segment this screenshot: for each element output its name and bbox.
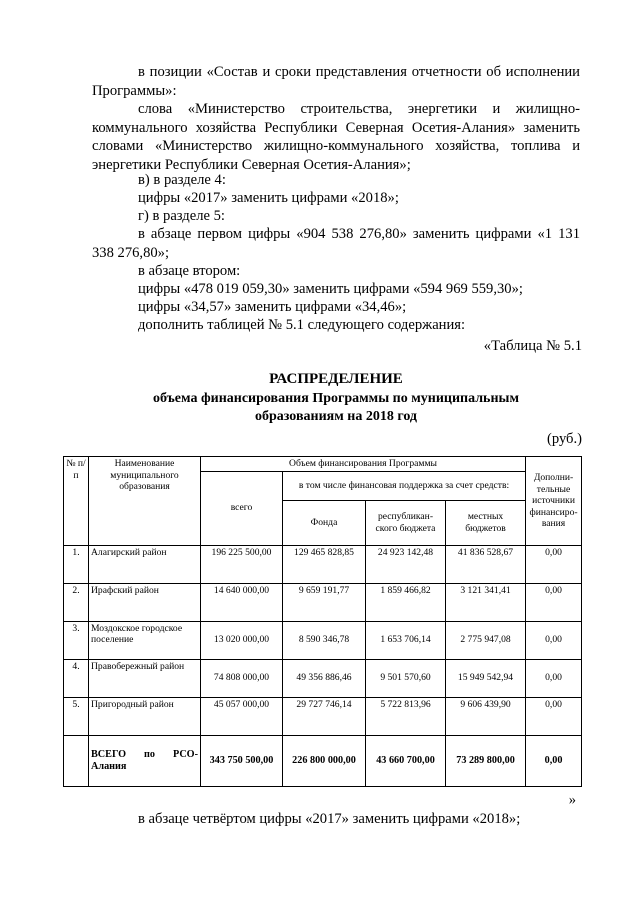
- row-fund: 9 659 191,77: [283, 583, 366, 621]
- row-republic: 9 501 570,60: [366, 659, 446, 697]
- total-extra: 0,00: [526, 735, 582, 786]
- header-including: в том числе финансовая поддержка за счет средств:: [283, 471, 526, 500]
- line-add-table: дополнить таблицей № 5.1 следующего содержания:: [138, 317, 466, 333]
- total-local: 73 289 800,00: [446, 735, 526, 786]
- table-total-row: [64, 735, 582, 786]
- paragraph-first-abs: в абзаце первом цифры «904 538 276,80» заменить цифрами «1 131 338 276,80»;: [92, 226, 580, 261]
- header-num: № п/п: [64, 457, 89, 546]
- heading-subtitle-1: объема финансирования Программы по муниципальным: [152, 391, 519, 406]
- row-republic: 1 859 466,82: [366, 583, 446, 621]
- row-number: 5.: [64, 697, 89, 735]
- paragraph-position: в позиции «Состав и сроки представления отчетности об исполнении Программы»:: [92, 64, 580, 99]
- header-extra: Дополни-тельные источники финансиро-вания: [526, 457, 582, 546]
- row-extra: 0,00: [526, 621, 582, 659]
- last-line: в абзаце четвёртом цифры «2017» заменить цифрами «2018»;: [138, 811, 521, 827]
- total-number: [64, 735, 89, 786]
- paragraph-words: слова «Министерство строительства, энергетики и жилищно-коммунального хозяйства Республики Северная Осетия-Алания» заменить словами «Министерство жилищно-коммунального хозяйства, топлива и энергетики Республики Северная Осетия-Алания»;: [92, 101, 580, 173]
- row-total: 74 808 000,00: [201, 659, 283, 697]
- total-name: ВСЕГО по РСО-Алания: [89, 735, 201, 786]
- row-local: 2 775 947,08: [446, 621, 526, 659]
- header-local: местных бюджетов: [446, 500, 526, 545]
- header-republic: республикан-ского бюджета: [366, 500, 446, 545]
- line-second-abs: в абзаце втором:: [138, 263, 241, 279]
- header-fund: Фонда: [283, 500, 366, 545]
- row-local: 3 121 341,41: [446, 583, 526, 621]
- header-name: Наименование муниципального образования: [89, 457, 201, 546]
- row-fund: 49 356 886,46: [283, 659, 366, 697]
- line-digits-a: цифры «478 019 059,30» заменить цифрами «594 969 559,30»;: [138, 281, 523, 297]
- row-local: 41 836 528,67: [446, 545, 526, 583]
- table-row: [64, 697, 582, 735]
- row-extra: 0,00: [526, 659, 582, 697]
- row-number: 2.: [64, 583, 89, 621]
- row-number: 1.: [64, 545, 89, 583]
- table-reference: «Таблица № 5.1: [483, 338, 582, 354]
- header-total: всего: [201, 471, 283, 545]
- heading-distribution: РАСПРЕДЕЛЕНИЕ: [269, 371, 403, 387]
- row-number: 3.: [64, 621, 89, 659]
- row-extra: 0,00: [526, 583, 582, 621]
- row-name: Алагирский район: [89, 545, 201, 583]
- financing-table: [63, 456, 582, 787]
- row-local: 15 949 542,94: [446, 659, 526, 697]
- row-local: 9 606 439,90: [446, 697, 526, 735]
- row-total: 45 057 000,00: [201, 697, 283, 735]
- row-name: Пригородный район: [89, 697, 201, 735]
- row-republic: 1 653 706,14: [366, 621, 446, 659]
- total-total: 343 750 500,00: [201, 735, 283, 786]
- table-row: [64, 545, 582, 583]
- row-republic: 24 923 142,48: [366, 545, 446, 583]
- heading-subtitle-2: образованиям на 2018 год: [254, 409, 418, 424]
- line-section4-digits: цифры «2017» заменить цифрами «2018»;: [138, 190, 399, 206]
- row-fund: 8 590 346,78: [283, 621, 366, 659]
- row-total: 196 225 500,00: [201, 545, 283, 583]
- row-total: 14 640 000,00: [201, 583, 283, 621]
- row-total: 13 020 000,00: [201, 621, 283, 659]
- table-row: [64, 583, 582, 621]
- row-fund: 29 727 746,14: [283, 697, 366, 735]
- total-republic: 43 660 700,00: [366, 735, 446, 786]
- total-fund: 226 800 000,00: [283, 735, 366, 786]
- row-name: Ирафский район: [89, 583, 201, 621]
- unit-label: (руб.): [546, 431, 582, 447]
- row-fund: 129 465 828,85: [283, 545, 366, 583]
- row-extra: 0,00: [526, 697, 582, 735]
- line-section4: в) в разделе 4:: [138, 172, 226, 188]
- row-number: 4.: [64, 659, 89, 697]
- row-name: Правобережный район: [89, 659, 201, 697]
- closing-quote: »: [568, 792, 576, 808]
- row-name: Моздокское городское поселение: [89, 621, 201, 659]
- table-row: [64, 659, 582, 697]
- row-republic: 5 722 813,96: [366, 697, 446, 735]
- table-row: [64, 621, 582, 659]
- line-section5: г) в разделе 5:: [138, 208, 225, 224]
- header-volume: Объем финансирования Программы: [201, 457, 526, 472]
- row-extra: 0,00: [526, 545, 582, 583]
- line-digits-b: цифры «34,57» заменить цифрами «34,46»;: [138, 299, 407, 315]
